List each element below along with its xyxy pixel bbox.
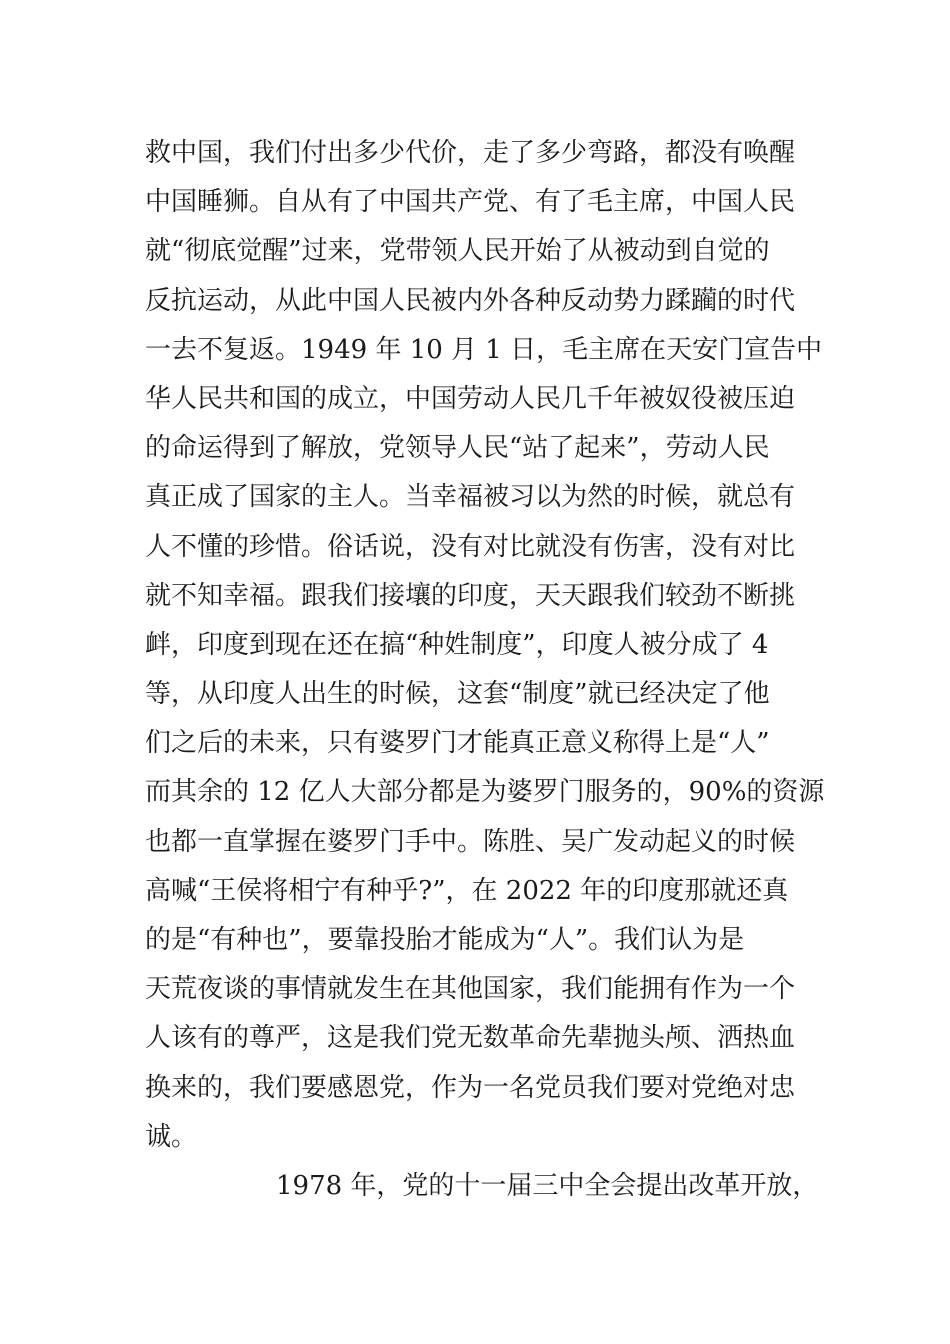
text-line: 诚。 <box>145 1121 198 1152</box>
text-line: 等，从印度人出生的时候，这套“制度”就已经决定了他 <box>145 679 770 710</box>
text-line: 一去不复返。1949 年 10 月 1 日，毛主席在天安门宣告中 <box>145 334 823 365</box>
text-line: 人该有的尊严，这是我们党无数革命先辈抛头颅、洒热血 <box>145 1023 796 1054</box>
text-line: 高喊“王侯将相宁有种乎?”，在 2022 年的印度那就还真 <box>145 875 789 906</box>
text-line: 就“彻底觉醒”过来，党带领人民开始了从被动到自觉的 <box>145 236 770 267</box>
text-line: 救中国，我们付出多少代价，走了多少弯路，都没有唤醒 <box>145 138 796 168</box>
text-line: 就不知幸福。跟我们接壤的印度，天天跟我们较劲不断挑 <box>145 580 796 611</box>
text-line: 们之后的未来，只有婆罗门才能真正意义称得上是“人” <box>145 728 770 759</box>
text-line: 反抗运动，从此中国人民被内外各种反动势力蹂躏的时代 <box>145 285 796 316</box>
text-line: 的是“有种也”，要靠投胎才能成为“人”。我们认为是 <box>145 925 745 955</box>
text-line: 真正成了国家的主人。当幸福被习以为然的时候，就总有 <box>145 482 796 513</box>
text-line: 换来的，我们要感恩党，作为一名党员我们要对党绝对忠 <box>145 1072 796 1103</box>
text-line: 中国睡狮。自从有了中国共产党、有了毛主席，中国人民 <box>145 187 796 218</box>
text-line: 天荒夜谈的事情就发生在其他国家，我们能拥有作为一个 <box>145 974 796 1005</box>
text-line: 华人民共和国的成立，中国劳动人民几千年被奴役被压迫 <box>145 383 796 414</box>
paragraph-start-line: 1978 年，党的十一届三中全会提出改革开放， <box>276 1170 819 1201</box>
text-line: 衅，印度到现在还在搞“种姓制度”，印度人被分成了 4 <box>145 629 769 660</box>
text-line: 的命运得到了解放，党领导人民“站了起来”，劳动人民 <box>145 433 770 464</box>
text-line: 而其余的 12 亿人大部分都是为婆罗门服务的，90%的资源 <box>145 777 825 808</box>
body-text <box>145 129 825 1211</box>
text-line: 也都一直掌握在婆罗门手中。陈胜、吴广发动起义的时候 <box>145 826 796 857</box>
text-line: 人不懂的珍惜。俗话说，没有对比就没有伤害，没有对比 <box>145 531 796 562</box>
